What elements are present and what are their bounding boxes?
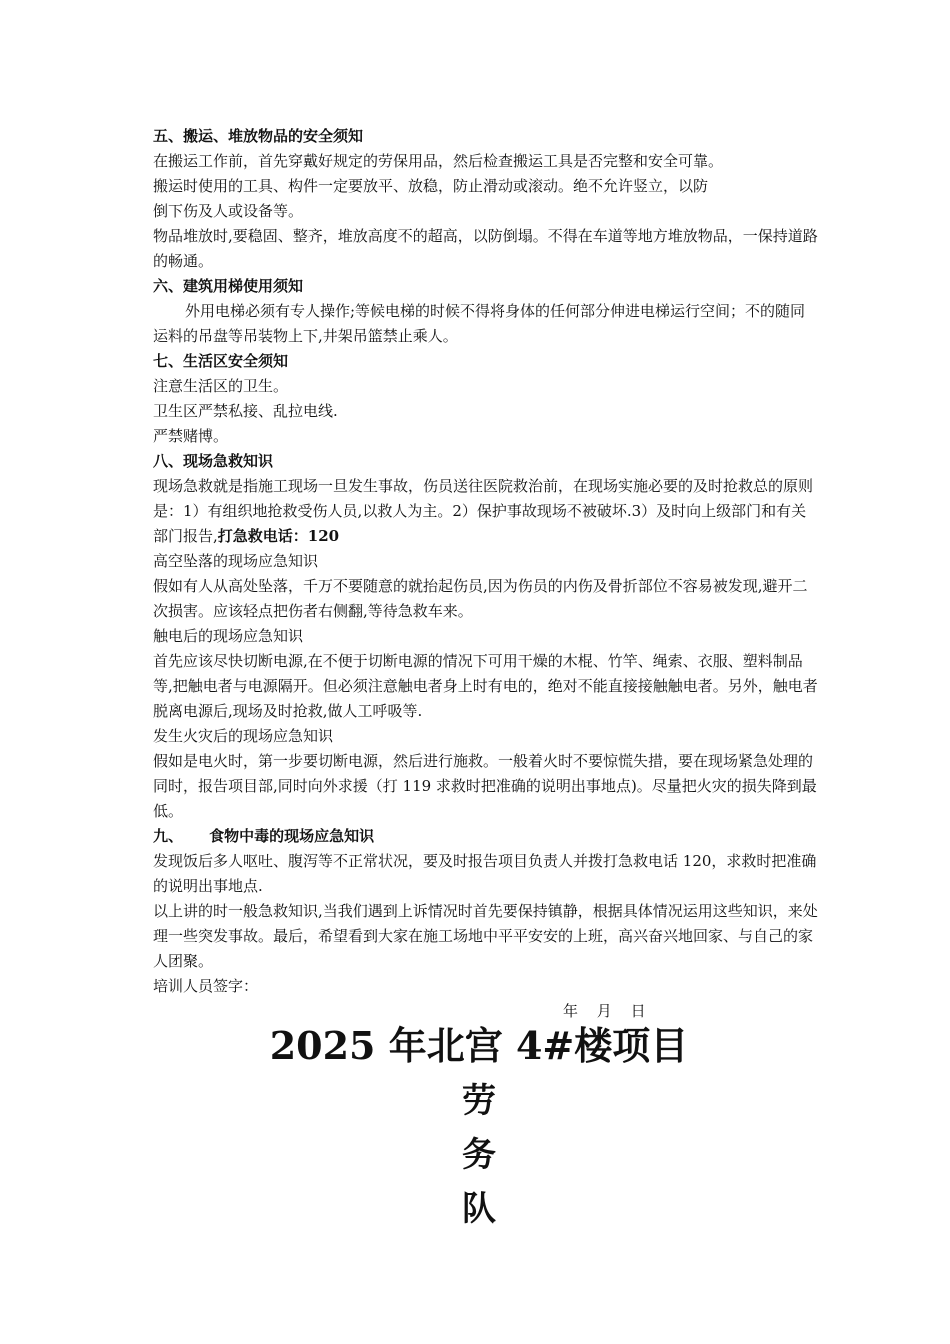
project-title bbox=[0, 1020, 950, 1072]
section-6-heading: 六、建筑用梯使用须知 bbox=[153, 277, 304, 295]
section-9-heading: 九、 食物中毒的现场应急知识 bbox=[153, 827, 375, 845]
section-7-paragraph-2: 卫生区严禁私接、乱拉电线. bbox=[153, 402, 338, 420]
vertical-char-2: 务 bbox=[462, 1135, 496, 1175]
section-7-paragraph-1: 注意生活区的卫生。 bbox=[153, 377, 289, 395]
section-8-paragraph-1 bbox=[153, 474, 818, 549]
section-6-paragraph-1: 外用电梯必须有专人操作;等候电梯的时候不得将身体的任何部分伸进电梯运行空间；不的随同运料的吊盘等吊装物上下,井架吊篮禁止乘人。 bbox=[153, 302, 806, 345]
fall-text: 假如有人从高处坠落，千万不要随意的就抬起伤员,因为伤员的内伤及骨折部位不容易被发现,避开二次损害。应该轻点把伤者右侧翻,等待急救车来。 bbox=[153, 577, 808, 620]
project-title-line: 2025 年北宫 4#楼项目 bbox=[269, 1023, 689, 1068]
section-8-paragraph-1-text: 现场急救就是指施工现场一旦发生事故，伤员送往医院救治前，在现场实施必要的及时抢救总的原则是：1）有组织地抢救受伤人员,以救人为主。2）保护事故现场不被破坏.3）及时向上级部门和有关部门报告, bbox=[153, 477, 814, 545]
vertical-char-1: 劳 bbox=[462, 1081, 496, 1121]
section-7-heading: 七、生活区安全须知 bbox=[153, 352, 289, 370]
section-5-paragraph-2a: 搬运时使用的工具、构件一定要放平、放稳，防止滑动或滚动。绝不允许竖立，以防 bbox=[153, 177, 709, 195]
section-9-paragraph-2: 以上讲的时一般急救知识,当我们遇到上诉情况时首先要保持镇静，根据具体情况运用这些知识，来处理一些突发事故。最后，希望看到大家在施工场地中平平安安的上班，高兴奋兴地回家、与自己的家人团聚。 bbox=[153, 902, 818, 970]
vertical-char-3: 队 bbox=[462, 1189, 496, 1229]
document-body bbox=[153, 124, 818, 1024]
date-year: 年 bbox=[563, 1002, 579, 1020]
section-5-paragraph-1: 在搬运工作前，首先穿戴好规定的劳保用品，然后检查搬运工具是否完整和安全可靠。 bbox=[153, 152, 724, 170]
section-7-paragraph-3: 严禁赌博。 bbox=[153, 427, 229, 445]
section-5-heading: 五、搬运、堆放物品的安全须知 bbox=[153, 127, 364, 145]
electric-shock-subheading: 触电后的现场应急知识 bbox=[153, 627, 304, 645]
fire-subheading: 发生火灾后的现场应急知识 bbox=[153, 727, 334, 745]
signature-label: 培训人员签字： bbox=[153, 977, 259, 995]
project-title-vertical bbox=[456, 1074, 502, 1236]
electric-shock-text: 首先应该尽快切断电源,在不便于切断电源的情况下可用干燥的木棍、竹竿、绳索、衣服、塑料制品等,把触电者与电源隔开。但必须注意触电者身上时有电的，绝对不能直接接触触电者。另外，触电者脱离电源后,现场及时抢救,做人工呼吸等. bbox=[153, 652, 818, 720]
date-month: 月 bbox=[596, 1002, 612, 1020]
section-8-heading: 八、现场急救知识 bbox=[153, 452, 274, 470]
section-9-paragraph-1: 发现饭后多人呕吐、腹泻等不正常状况，要及时报告项目负责人并拨打急救电话 120，求救时把准确的说明出事地点. bbox=[153, 852, 817, 895]
fall-subheading: 高空坠落的现场应急知识 bbox=[153, 552, 319, 570]
section-5-paragraph-2b: 倒下伤及人或设备等。 bbox=[153, 202, 304, 220]
section-5-paragraph-3: 物品堆放时,要稳固、整齐，堆放高度不的超高，以防倒塌。不得在车道等地方堆放物品，一保持道路的畅通。 bbox=[153, 227, 818, 270]
fire-text: 假如是电火时，第一步要切断电源，然后进行施救。一般着火时不要惊慌失措，要在现场紧急处理的同时，报告项目部,同时向外求援（打 119 求救时把准确的说明出事地点)。尽量把火灾的损失降到最低。 bbox=[153, 752, 817, 820]
emergency-phone: 打急救电话：120 bbox=[217, 527, 340, 545]
date-day: 日 bbox=[630, 1002, 646, 1020]
